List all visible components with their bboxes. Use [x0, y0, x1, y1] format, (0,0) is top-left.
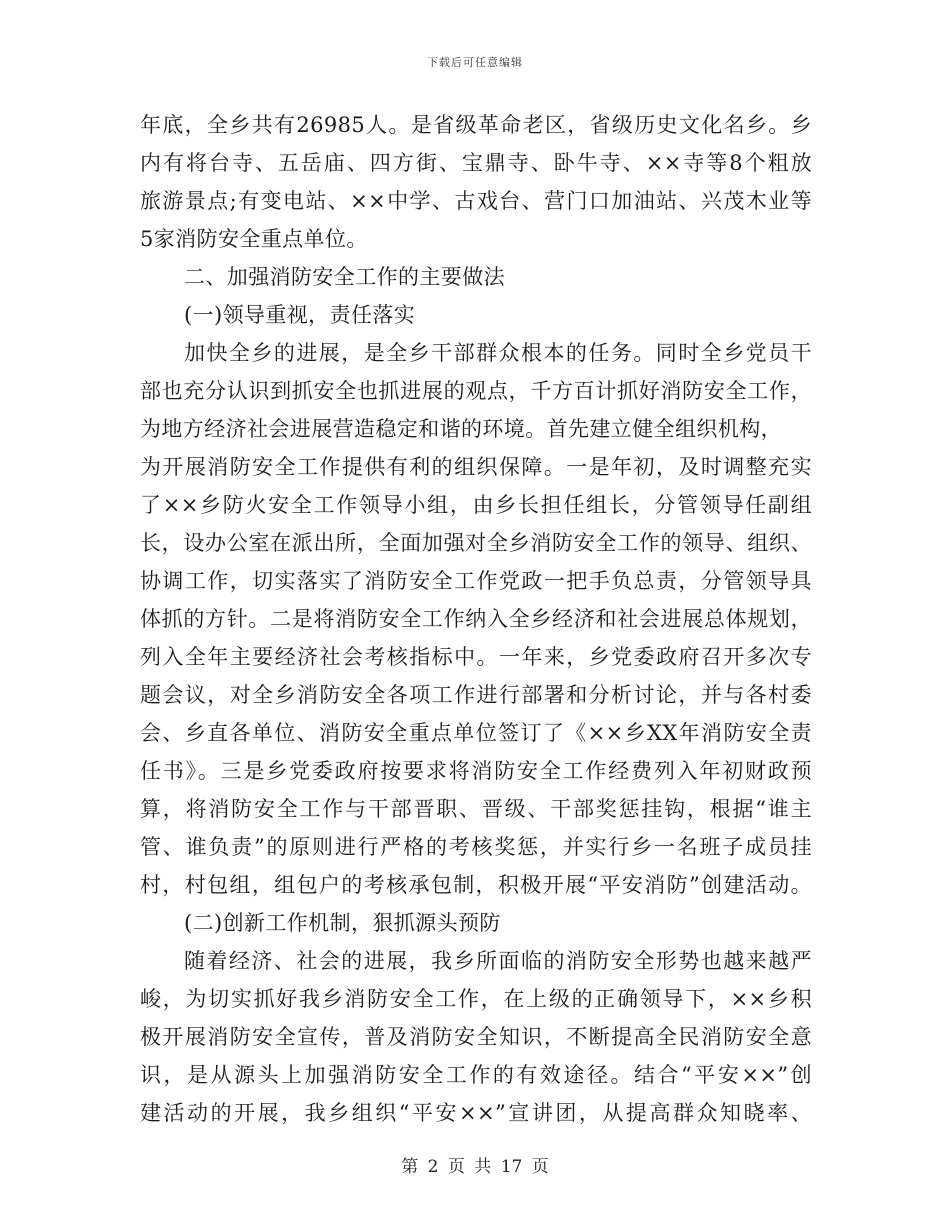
text-line: 识，是从源头上加强消防安全工作的有效途径。结合“平安××”创 [140, 1063, 812, 1087]
text-line: 体抓的方针。二是将消防安全工作纳入全乡经济和社会进展总体规划， [140, 607, 812, 631]
text-line: 部也充分认识到抓安全也抓进展的观点，千方百计抓好消防安全工作， [140, 379, 812, 403]
text-line: 5家消防安全重点单位。 [140, 227, 368, 251]
text-line: 年底，全乡共有26985人。是省级革命老区，省级历史文化名乡。乡 [140, 113, 812, 137]
text-line: 加快全乡的进展，是全乡干部群众根本的任务。同时全乡党员干 [184, 341, 812, 365]
text-line: 为地方经济社会进展营造稳定和谐的环境。首先建立健全组织机构， [140, 417, 782, 441]
text-line: 算，将消防安全工作与干部晋职、晋级、干部奖惩挂钩，根据“谁主 [140, 797, 812, 821]
text-line: 随着经济、社会的进展，我乡所面临的消防安全形势也越来越严 [184, 949, 812, 973]
text-line: 旅游景点;有变电站、××中学、古戏台、营门口加油站、兴茂木业等 [140, 189, 812, 213]
text-line: 建活动的开展，我乡组织“平安××”宣讲团，从提高群众知晓率、 [140, 1101, 812, 1125]
text-line: 列入全年主要经济社会考核指标中。一年来，乡党委政府召开多次专 [140, 645, 812, 669]
text-line: 极开展消防安全宣传，普及消防安全知识，不断提高全民消防安全意 [140, 1025, 812, 1049]
text-line: 题会议，对全乡消防安全各项工作进行部署和分析讨论，并与各村委 [140, 683, 812, 707]
text-line: 内有将台寺、五岳庙、四方街、宝鼎寺、卧牛寺、××寺等8个粗放 [140, 151, 812, 175]
text-line: 协调工作，切实落实了消防安全工作党政一把手负总责，分管领导具 [140, 569, 812, 593]
text-line: 会、乡直各单位、消防安全重点单位签订了《××乡XX年消防安全责 [140, 721, 812, 745]
text-line: 了××乡防火安全工作领导小组，由乡长担任组长，分管领导任副组 [140, 493, 812, 517]
text-line: 为开展消防安全工作提供有利的组织保障。一是年初，及时调整充实 [140, 455, 812, 479]
text-line: 村，村包组，组包户的考核承包制，积极开展“平安消防”创建活动。 [140, 873, 812, 897]
text-line: 二、加强消防安全工作的主要做法 [184, 265, 505, 289]
page-footer: 第 2 页 共 17 页 [401, 1157, 549, 1177]
text-line: (一)领导重视，责任落实 [184, 303, 416, 327]
text-line: 长，设办公室在派出所，全面加强对全乡消防安全工作的领导、组织、 [140, 531, 812, 555]
document-body [140, 106, 812, 1132]
text-line: 峻，为切实抓好我乡消防安全工作，在上级的正确领导下，××乡积 [140, 987, 812, 1011]
page-header: 下载后可任意编辑 [427, 56, 523, 69]
text-line: (二)创新工作机制，狠抓源头预防 [184, 911, 501, 935]
text-line: 管、谁负责”的原则进行严格的考核奖惩，并实行乡一名班子成员挂 [140, 835, 812, 859]
text-line: 任书》。三是乡党委政府按要求将消防安全工作经费列入年初财政预 [140, 759, 812, 783]
